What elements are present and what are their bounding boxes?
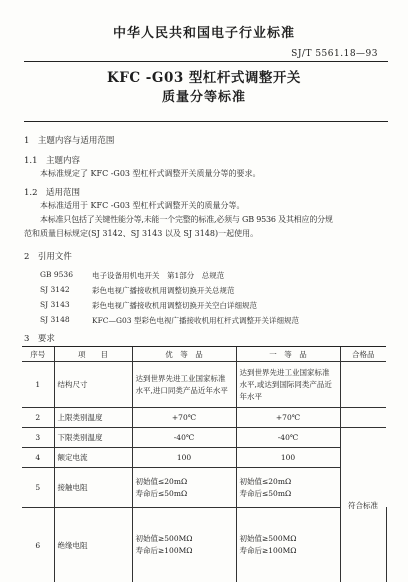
- ref-code: GB 9536: [40, 270, 73, 279]
- row-index: 4: [22, 448, 54, 468]
- standard-number: SJ/T 5561.18—93: [291, 49, 378, 59]
- table-row: [22, 362, 386, 408]
- section-2-heading: 2 引用文件: [24, 250, 72, 262]
- ref-title: 彩色电视广播接收机用调整切换开关空白详细规范: [92, 300, 257, 311]
- row-index: 1: [22, 362, 54, 408]
- table-row: [22, 508, 386, 582]
- first-initial: 初始值≤20mΩ: [240, 476, 337, 488]
- row-index: 6: [22, 508, 54, 582]
- row-premium: +70℃: [132, 408, 236, 428]
- row-item: 结构尺寸: [54, 362, 132, 408]
- premium-initial: 初始值≥500MΩ: [136, 533, 233, 545]
- ref-title: KFC—G03 型彩色电视广播接收机用杠杆式调整开关详细规范: [92, 315, 299, 326]
- table-row: [22, 408, 386, 428]
- row-premium: 100: [132, 448, 236, 468]
- row-first: -40℃: [236, 428, 340, 448]
- section-1-heading: 1 主题内容与适用范围: [24, 134, 114, 146]
- header-item: 项 目: [54, 347, 132, 362]
- section-1-2-heading: 1.2 适用范围: [24, 186, 80, 198]
- row-premium: -40℃: [132, 428, 236, 448]
- first-initial: 初始值≥500MΩ: [240, 533, 337, 545]
- section-1-1-text: 本标准规定了 KFC -G03 型杠杆式调整开关质量分等的要求。: [40, 168, 261, 179]
- header-premium: 优 等 品: [132, 347, 236, 362]
- document-subtitle: 质量分等标准: [0, 86, 408, 105]
- section-1-2-text-line1: 本标准适用于 KFC -G03 型杠杆式调整开关的质量分等。: [40, 200, 245, 211]
- header-index: 序号: [22, 347, 54, 362]
- premium-after-life: 寿命后≥100MΩ: [136, 545, 233, 557]
- section-1-1-heading: 1.1 主题内容: [24, 154, 80, 166]
- row-first: [236, 508, 340, 582]
- header-rule: [24, 61, 388, 62]
- section-1-2-text-line3: 范和质量目标规定(SJ 3142、SJ 3143 以及 SJ 3148)一起使用。: [24, 228, 258, 239]
- row-qualified: [340, 408, 386, 428]
- row-index: 2: [22, 408, 54, 428]
- header-first: 一 等 品: [236, 347, 340, 362]
- row-premium: [132, 508, 236, 582]
- first-after-life: 寿命后≥100MΩ: [240, 545, 337, 557]
- premium-initial: 初始值≤20mΩ: [136, 476, 233, 488]
- title-rule: [24, 121, 388, 122]
- row-item: 下限类别温度: [54, 428, 132, 448]
- ref-code: SJ 3142: [40, 285, 70, 294]
- row-item: 额定电流: [54, 448, 132, 468]
- row-index: 3: [22, 428, 54, 448]
- ref-code: SJ 3148: [40, 315, 70, 324]
- merged-qualified-cell: 符合标准: [340, 428, 386, 582]
- row-first: [236, 468, 340, 508]
- ref-title: 电子设备用机电开关 第1部分 总规范: [92, 270, 224, 281]
- premium-after-life: 寿命后≤50mΩ: [136, 488, 233, 500]
- first-after-life: 寿命后≤50mΩ: [240, 488, 337, 500]
- row-premium: 达到世界先进工业国家标准水平,进口同类产品近年水平: [132, 362, 236, 408]
- row-qualified: [340, 362, 386, 408]
- section-1-2-text-line2: 本标准只包括了关键性能分等,未能一个完整的标准,必须与 GB 9536 及其相应的分规: [40, 214, 333, 225]
- row-index: 5: [22, 468, 54, 508]
- table-header-row: [22, 347, 386, 362]
- ref-code: SJ 3143: [40, 300, 70, 309]
- standard-header: 中华人民共和国电子行业标准: [0, 22, 408, 41]
- section-3-heading: 3 要求: [24, 332, 55, 344]
- table-row: [22, 428, 386, 448]
- table-row: [22, 468, 386, 508]
- row-first: 达到世界先进工业国家标准水平,或达到国际同类产品近年水平: [236, 362, 340, 408]
- document-title: KFC -G03 型杠杆式调整开关: [0, 66, 408, 86]
- row-first: 100: [236, 448, 340, 468]
- table-row: [22, 448, 386, 468]
- row-item: 接触电阻: [54, 468, 132, 508]
- grade-table: [22, 346, 386, 582]
- row-first: +70℃: [236, 408, 340, 428]
- row-item: 上限类别温度: [54, 408, 132, 428]
- row-premium: [132, 468, 236, 508]
- row-item: 绝缘电阻: [54, 508, 132, 582]
- ref-title: 彩色电视广播接收机用调整切换开关总规范: [92, 285, 235, 296]
- header-qualified: 合格品: [340, 347, 386, 362]
